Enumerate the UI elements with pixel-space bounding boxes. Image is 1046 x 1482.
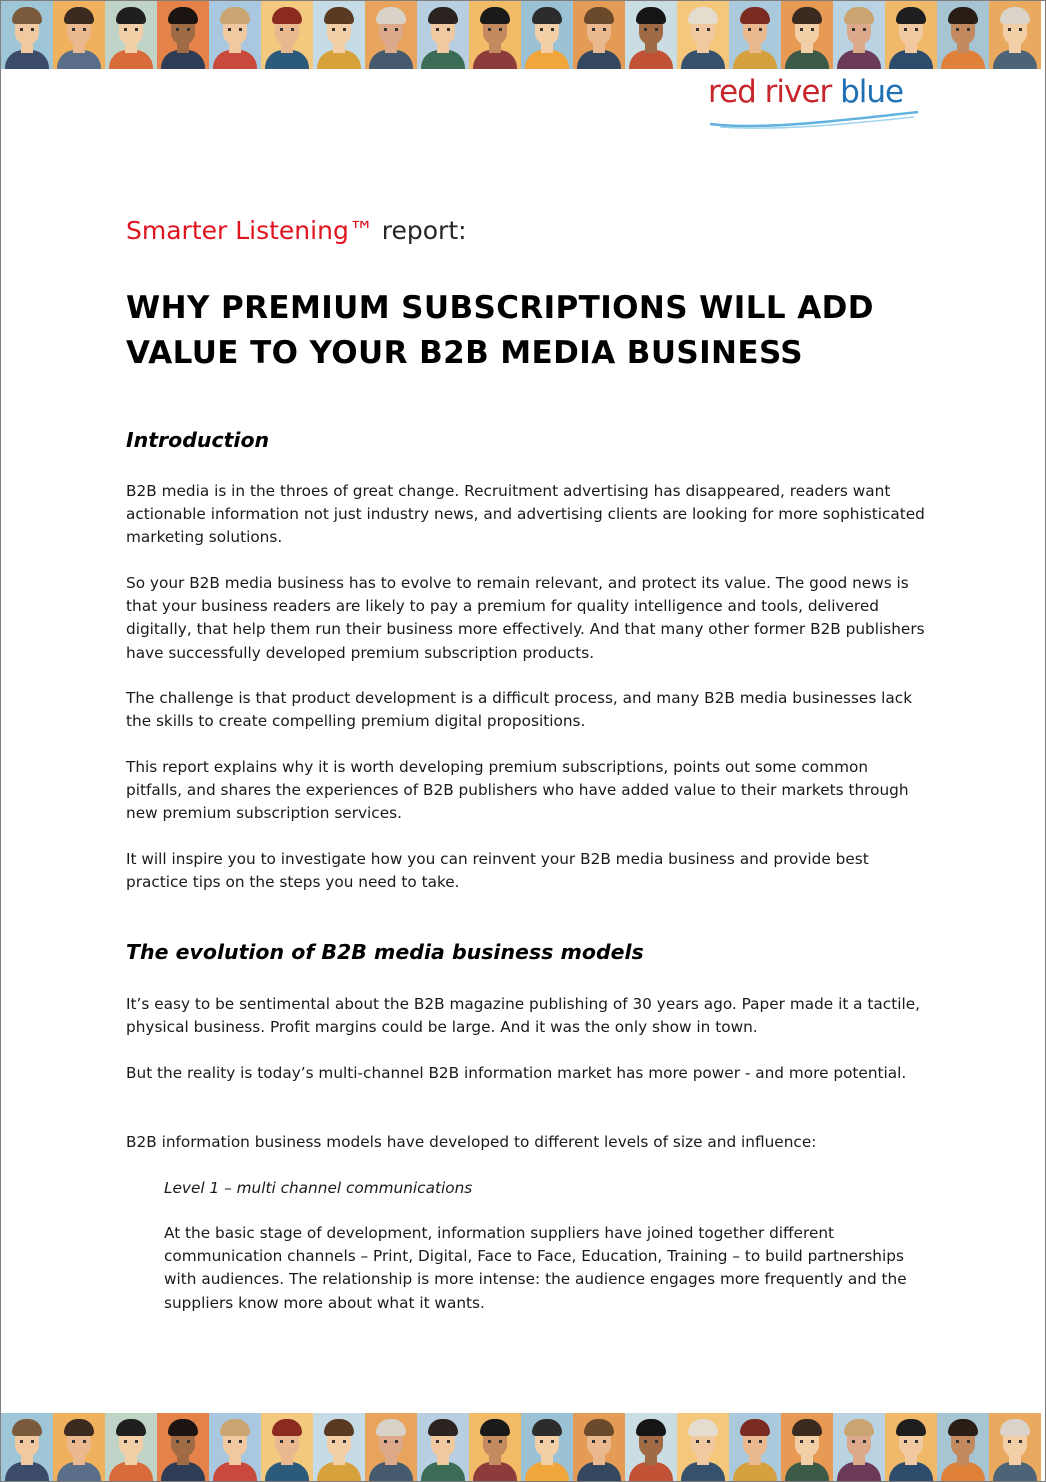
- evolution-paragraph-2: But the reality is today’s multi-channel B2B information market has more power - and more potential.: [126, 1064, 907, 1082]
- person-avatar-icon: [1, 1413, 53, 1481]
- person-avatar-icon: [781, 1, 833, 69]
- person-avatar-icon: [105, 1, 157, 69]
- person-avatar-icon: [209, 1413, 261, 1481]
- person-avatar-icon: [625, 1, 677, 69]
- person-avatar-icon: [313, 1413, 365, 1481]
- person-avatar-icon: [937, 1, 989, 69]
- kicker-suffix: report:: [373, 216, 467, 245]
- person-avatar-icon: [885, 1, 937, 69]
- person-avatar-icon: [417, 1413, 469, 1481]
- logo-wave-icon: [708, 108, 920, 130]
- person-avatar-icon: [417, 1, 469, 69]
- person-avatar-icon: [469, 1, 521, 69]
- person-avatar-icon: [105, 1413, 157, 1481]
- kicker-brand: Smarter Listening™: [126, 216, 374, 245]
- logo-wordmark-blue: blue: [840, 74, 904, 110]
- person-avatar-icon: [521, 1, 573, 69]
- report-kicker: [126, 216, 467, 245]
- person-avatar-icon: [677, 1413, 729, 1481]
- company-logo: [708, 74, 928, 138]
- person-avatar-icon: [469, 1413, 521, 1481]
- report-title: WHY PREMIUM SUBSCRIPTIONS WILL ADD VALUE TO YOUR B2B MEDIA BUSINESS: [126, 290, 874, 371]
- person-avatar-icon: [989, 1413, 1041, 1481]
- person-avatar-icon: [833, 1, 885, 69]
- intro-paragraph-2: So your B2B media business has to evolve to remain relevant, and protect its value. The good news is that your business readers are likely to pay a premium for quality intelligence and tools, delivered digitally, that help them run their business more effectively. And that many other former B2B publishers have successfully developed premium subscription products.: [126, 574, 925, 662]
- person-avatar-icon: [573, 1, 625, 69]
- evolution-paragraph-1: It’s easy to be sentimental about the B2B magazine publishing of 30 years ago. Paper made it a tactile, physical business. Profit margins could be large. And it was the only show in town.: [126, 995, 920, 1037]
- header-avatar-strip: [1, 1, 1045, 69]
- person-avatar-icon: [833, 1413, 885, 1481]
- person-avatar-icon: [157, 1, 209, 69]
- evolution-paragraph-3: B2B information business models have developed to different levels of size and influence:: [126, 1133, 817, 1151]
- person-avatar-icon: [989, 1, 1041, 69]
- person-avatar-icon: [729, 1, 781, 69]
- section-heading-evolution: The evolution of B2B media business models: [126, 940, 644, 964]
- intro-paragraph-4: This report explains why it is worth developing premium subscriptions, points out some common pitfalls, and shares the experiences of B2B publishers who have added value to their markets through new premium subscription services.: [126, 758, 909, 823]
- person-avatar-icon: [573, 1413, 625, 1481]
- person-avatar-icon: [313, 1, 365, 69]
- footer-avatar-strip: [1, 1413, 1045, 1481]
- person-avatar-icon: [521, 1413, 573, 1481]
- logo-wordmark-red: red river: [708, 74, 832, 110]
- level-1-paragraph: At the basic stage of development, information suppliers have joined together different communication channels – Print, Digital, Face to Face, Education, Training – to build partnerships with audiences. The relationship is more intense: the audience engages more frequently and the suppliers know more about what it wants.: [164, 1224, 907, 1312]
- person-avatar-icon: [53, 1, 105, 69]
- person-avatar-icon: [261, 1413, 313, 1481]
- level-1-label: Level 1 – multi channel communications: [164, 1179, 473, 1197]
- intro-paragraph-1: B2B media is in the throes of great change. Recruitment advertising has disappeared, readers want actionable information not just industry news, and advertising clients are looking for more sophisticated marketing solutions.: [126, 482, 925, 547]
- intro-paragraph-5: It will inspire you to investigate how you can reinvent your B2B media business and provide best practice tips on the steps you need to take.: [126, 850, 869, 892]
- section-heading-introduction: Introduction: [126, 428, 270, 452]
- person-avatar-icon: [781, 1413, 833, 1481]
- person-avatar-icon: [53, 1413, 105, 1481]
- person-avatar-icon: [1, 1, 53, 69]
- person-avatar-icon: [625, 1413, 677, 1481]
- person-avatar-icon: [729, 1413, 781, 1481]
- intro-paragraph-3: The challenge is that product development is a difficult process, and many B2B media businesses lack the skills to create compelling premium digital propositions.: [126, 689, 913, 731]
- person-avatar-icon: [261, 1, 313, 69]
- person-avatar-icon: [885, 1413, 937, 1481]
- person-avatar-icon: [937, 1413, 989, 1481]
- person-avatar-icon: [365, 1413, 417, 1481]
- person-avatar-icon: [365, 1, 417, 69]
- person-avatar-icon: [157, 1413, 209, 1481]
- person-avatar-icon: [209, 1, 261, 69]
- person-avatar-icon: [677, 1, 729, 69]
